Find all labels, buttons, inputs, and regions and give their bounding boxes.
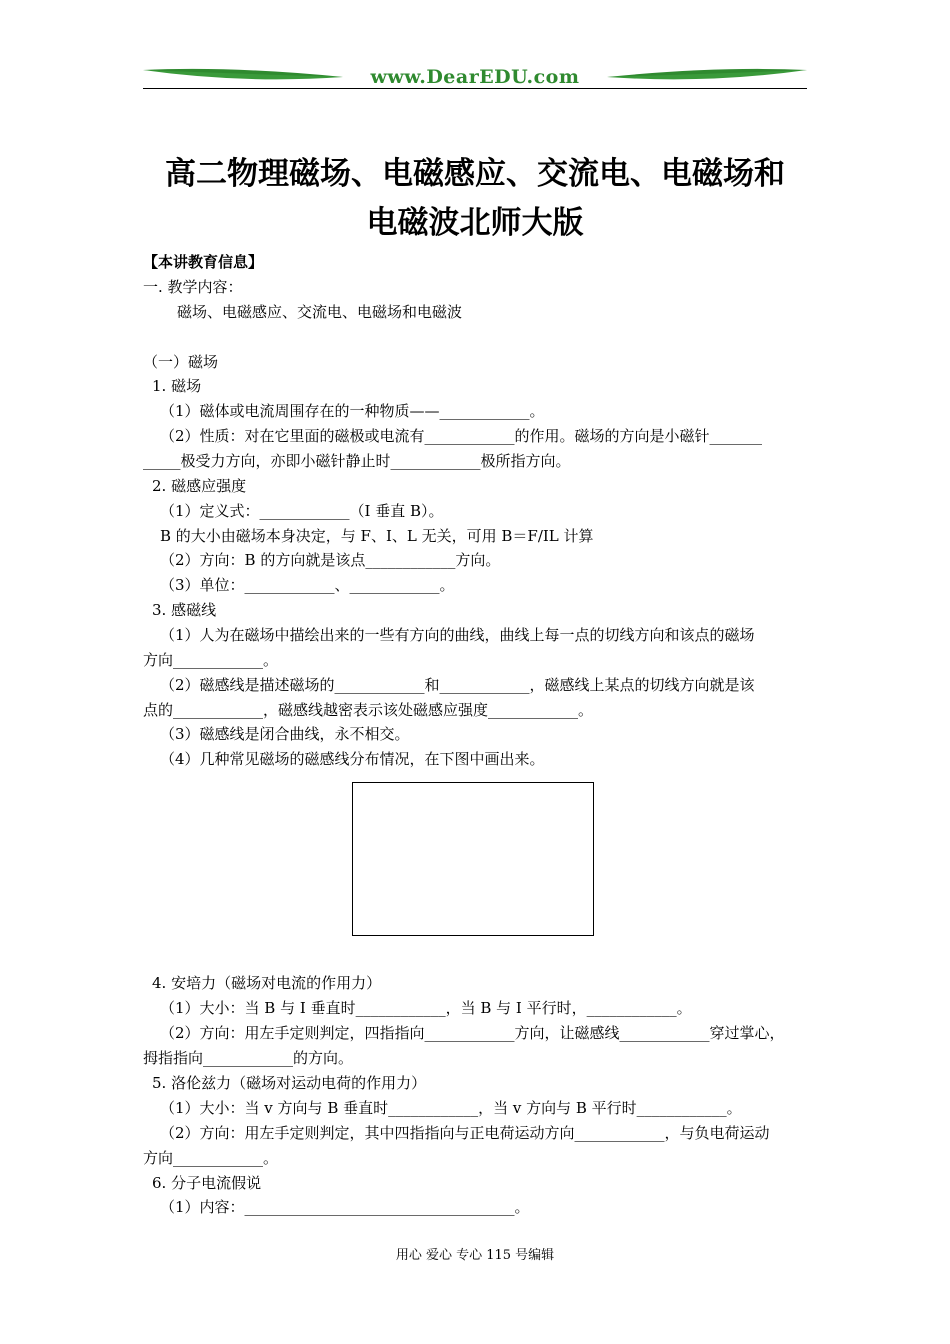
- text-line: B 的大小由磁场本身决定，与 F、I、L 无关，可用 B＝F/IL 计算: [160, 527, 594, 545]
- text-line: 3. 感磁线: [152, 601, 217, 619]
- text-line: 5. 洛伦兹力（磁场对运动电荷的作用力）: [152, 1074, 427, 1092]
- header-rule: [143, 88, 807, 89]
- text-line: 磁场、电磁感应、交流电、电磁场和电磁波: [177, 303, 463, 321]
- site-url: www.DearEDU.com: [370, 66, 580, 88]
- text-line: 方向____________。: [143, 651, 279, 669]
- text-line: 点的____________，磁感线越密表示该处磁感应强度____________。: [143, 701, 594, 719]
- text-line: 1. 磁场: [152, 377, 202, 395]
- text-line: （1）磁体或电流周围存在的一种物质——____________。: [160, 402, 545, 420]
- site-header-banner: [143, 64, 807, 90]
- text-line: _____极受力方向，亦即小磁针静止时____________极所指方向。: [143, 452, 571, 470]
- text-line: （1）内容：____________________________________。: [160, 1198, 530, 1216]
- text-line: 方向____________。: [143, 1149, 279, 1167]
- section-heading: 【本讲教育信息】: [143, 253, 264, 271]
- document-title-line-1: 高二物理磁场、电磁感应、交流电、电磁场和: [165, 156, 785, 192]
- text-line: （2）方向：B 的方向就是该点____________方向。: [160, 551, 501, 569]
- text-line: 6. 分子电流假说: [152, 1174, 262, 1192]
- drawing-area-box: [352, 782, 594, 936]
- text-line: （3）磁感线是闭合曲线，永不相交。: [160, 725, 410, 743]
- text-line: 拇指指向____________的方向。: [143, 1049, 354, 1067]
- text-line: （1）人为在磁场中描绘出来的一些有方向的曲线，曲线上每一点的切线方向和该点的磁场: [160, 626, 755, 644]
- text-line: （2）磁感线是描述磁场的____________和____________，磁感线上某点的切线方向就是该: [160, 676, 755, 694]
- document-title-line-2: 电磁波北师大版: [366, 205, 584, 241]
- text-line: 2. 磁感应强度: [152, 477, 247, 495]
- text-line: （1）定义式：____________（I 垂直 B）。: [160, 502, 444, 520]
- text-line: （2）方向：用左手定则判定，其中四指指向与正电荷运动方向____________，与负电荷运动: [160, 1124, 770, 1142]
- text-line: （1）大小：当 B 与 I 垂直时____________，当 B 与 I 平行时，____________。: [160, 999, 692, 1017]
- text-line: （一）磁场: [143, 353, 219, 371]
- text-line: （1）大小：当 v 方向与 B 垂直时____________，当 v 方向与 B 平行时____________。: [160, 1099, 742, 1117]
- page-footer: 用心 爱心 专心 115 号编辑: [395, 1248, 555, 1263]
- text-line: （2）性质：对在它里面的磁极或电流有____________的作用。磁场的方向是小磁针_______: [160, 427, 763, 445]
- text-line: （3）单位：____________、____________。: [160, 576, 455, 594]
- text-line: （2）方向：用左手定则判定，四指指向____________方向，让磁感线____________穿过掌心，: [160, 1024, 785, 1042]
- text-line: 4. 安培力（磁场对电流的作用力）: [152, 974, 382, 992]
- text-line: 一. 教学内容：: [143, 278, 243, 296]
- text-line: （4）几种常见磁场的磁感线分布情况，在下图中画出来。: [160, 750, 545, 768]
